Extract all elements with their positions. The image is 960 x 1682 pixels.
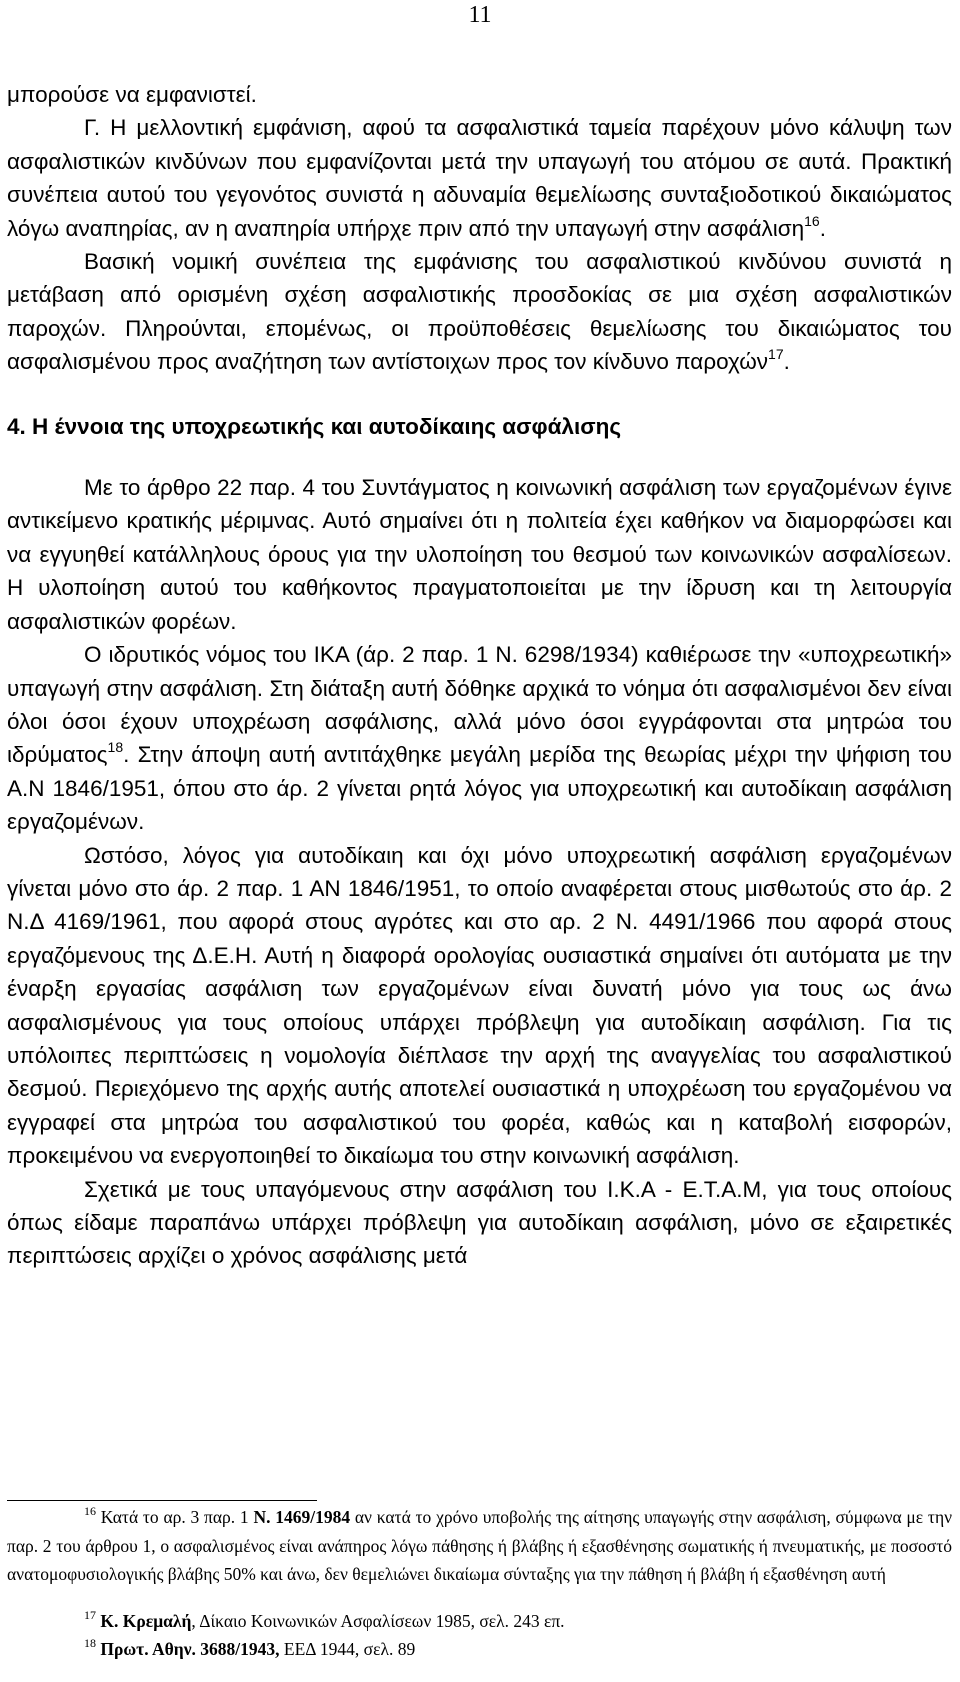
footnote-16-law: Ν. 1469/1984 <box>253 1507 351 1527</box>
footnote-17-text: , Δίκαιο Κοινωνικών Ασφαλίσεων 1985, σελ. 243 επ. <box>191 1610 565 1631</box>
footnote-18-text: ΕΕΔ 1944, σελ. 89 <box>279 1639 416 1660</box>
paragraph-5-end: . Στην άποψη αυτή αντιτάχθηκε μεγάλη μερίδα της θεωρίας μέχρι την ψήφιση του Α.Ν 1846/1951, όπου στο άρ. 2 γίνεται ρητά λόγος για υποχρεωτική και αυτοδίκαιη ασφάλιση εργαζομένων. <box>7 742 952 835</box>
paragraph-3-end: . <box>783 349 790 375</box>
footnote-16-number: 16 <box>84 1504 96 1518</box>
paragraph-3 <box>7 245 952 379</box>
paragraph-2-end: . <box>819 215 826 241</box>
paragraph-6 <box>7 839 952 1173</box>
paragraph-7-text: Σχετικά με τους υπαγόμενους στην ασφάλιση του Ι.Κ.Α - Ε.Τ.Α.Μ, για τους οποίους όπως είδαμε παραπάνω υπάρχει πρόβλεψη για αυτοδίκαιη ασφάλιση, μόνο σε εξαιρετικές περιπτώσεις αρχίζει ο χρόνος ασφάλισης μετά <box>7 1176 952 1269</box>
paragraph-5 <box>7 638 952 838</box>
footnote-17-author: Κ. Κρεμαλή <box>96 1610 192 1631</box>
footnote-18-number: 18 <box>84 1636 96 1651</box>
paragraph-5-text: Ο ιδρυτικός νόμος του ΙΚΑ (άρ. 2 παρ. 1 Ν. 6298/1934) καθιέρωσε την «υποχρεωτική» υπαγωγή στην ασφάλιση. Στη διάταξη αυτή δόθηκε αρχικά το νόημα ότι ασφαλισμένοι δεν είναι όλοι όσοι έχουν υποχρέωση ασφάλισης, αλλά μόνο όσοι εγγράφονται στα μητρώα του ιδρύματος <box>7 642 952 768</box>
paragraph-3-text: Βασική νομική συνέπεια της εμφάνισης του ασφαλιστικού κινδύνου συνιστά η μετάβαση από ορισμένη σχέση ασφαλιστικής προσδοκίας σε μια σχέση ασφαλιστικών παροχών. Πληρούνται, επομένως, οι προϋποθέσεις θεμελίωσης του δικαιώματος του ασφαλισμένου προς αναζήτηση των αντίστοιχων προς τον κίνδυνο παροχών <box>7 249 952 375</box>
footnote-ref-17[interactable]: 17 <box>768 346 784 363</box>
section-heading: 4. Η έννοια της υποχρεωτικής και αυτοδίκαιης ασφάλισης <box>7 413 622 439</box>
paragraph-6-text: Ωστόσο, λόγος για αυτοδίκαιη και όχι μόνο υποχρεωτική ασφάλιση εργαζομένων γίνεται μόνο στο άρ. 2 παρ. 1 ΑΝ 1846/1951, το οποίο αναφέρεται στους μισθωτούς στο άρ. 2 Ν.Δ 4169/1961, που αφορά στους αγρότες και στο αρ. 2 Ν. 4491/1966 που αφορά στους εργαζόμενους της Δ.Ε.Η. Αυτή η διαφορά ορολογίας ουσιαστικά σημαίνει ότι αυτόματα με την έναρξη εργασίας ασφάλιση των εργαζομένων είναι δυνατή μόνο για τους ως άνω ασφαλισμένους για τους οποίους υπάρχει πρόβλεψη για αυτοδίκαιη ασφάλιση. Για τις υπόλοιπες περιπτώσεις η νομολογία διέπλασε την αρχή της αναγγελίας του ασφαλιστικού δεσμού. Περιεχόμενο της αρχής αυτής αποτελεί ουσιαστικά η υποχρέωση του εργαζομένου να εγγραφεί στα μητρώα του ασφαλιστικού του φορέα, καθώς και η καταβολή εισφορών, προκειμένου να ενεργοποιηθεί το δικαίωμα του στην κοινωνική ασφάλιση. <box>7 842 952 1169</box>
paragraph-7 <box>7 1173 952 1273</box>
footnote-16 <box>7 1503 952 1589</box>
paragraph-1 <box>7 78 952 111</box>
footnote-divider <box>7 1500 317 1501</box>
footnote-17 <box>7 1607 952 1636</box>
footnote-18 <box>7 1635 952 1664</box>
footnote-17-number: 17 <box>84 1607 96 1622</box>
footnote-16-prefix: Κατά το αρ. 3 παρ. 1 <box>96 1507 254 1527</box>
footnote-ref-18[interactable]: 18 <box>107 739 124 756</box>
footnote-ref-16[interactable]: 16 <box>804 212 820 229</box>
page-number: 11 <box>468 2 492 28</box>
paragraph-2 <box>7 111 952 245</box>
body-text <box>7 78 952 1273</box>
footnote-16-text: αν κατά το χρόνο υποβολής της αίτησης υπαγωγής στην ασφάλιση, σύμφωνα με την παρ. 2 του άρθρου 1, ο ασφαλισμένος είναι ανάπηρος λόγω πάθησης ή βλάβης ή εξασθένησης σωματικής ή πνευματικής, με ποσοστό ανατομοφυσιολογικής βλάβης 50% και άνω, δεν θεμελιώνει δικαίωμα σύνταξης για την πάθηση ή βλάβη ή εξασθένηση αυτή <box>7 1507 953 1585</box>
paragraph-1-text: μπορούσε να εμφανιστεί. <box>7 82 257 107</box>
paragraph-2-text: Γ. Η μελλοντική εμφάνιση, αφού τα ασφαλιστικά ταμεία παρέχουν μόνο κάλυψη των ασφαλιστικών κινδύνων που εμφανίζονται μετά την υπαγωγή του ατόμου σε αυτά. Πρακτική συνέπεια αυτού του γεγονότος συνιστά η αδυναμία θεμελίωσης συνταξιοδοτικού δικαιώματος λόγω αναπηρίας, αν η αναπηρία υπήρχε πριν από την υπαγωγή στην ασφάλιση <box>7 115 952 241</box>
footnotes <box>7 1503 952 1664</box>
footnote-18-citation: Πρωτ. Αθην. 3688/1943, <box>96 1639 280 1660</box>
paragraph-4 <box>7 471 952 638</box>
paragraph-4-text: Με το άρθρο 22 παρ. 4 του Συντάγματος η κοινωνική ασφάλιση των εργαζομένων έγινε αντικείμενο κρατικής μέριμνας. Αυτό σημαίνει ότι η πολιτεία έχει καθήκον να διαμορφώσει και να εγγυηθεί κατάλληλους όρους για την υλοποίηση του θεσμού των κοινωνικών ασφαλίσεων. Η υλοποίηση αυτού του καθήκοντος πραγματοποιείται με την ίδρυση και τη λειτουργία ασφαλιστικών φορέων. <box>7 475 952 634</box>
